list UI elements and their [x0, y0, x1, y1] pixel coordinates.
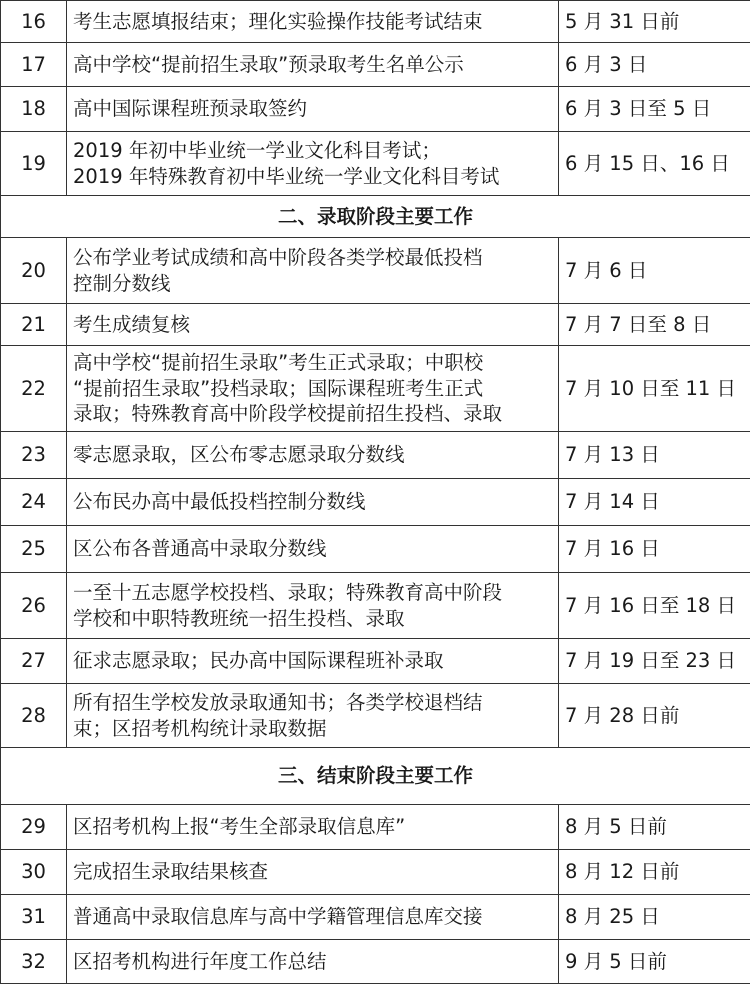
task-line: 高中国际课程班预录取签约 — [73, 97, 308, 121]
row-number: 21 — [1, 304, 67, 346]
task-date: 8 月 25 日 — [559, 895, 750, 940]
task-description — [67, 573, 559, 639]
task-date: 8 月 5 日前 — [559, 805, 750, 850]
task-date: 8 月 12 日前 — [559, 850, 750, 895]
task-description — [67, 304, 559, 346]
task-line: 征求志愿录取；民办高中国际课程班补录取 — [73, 649, 444, 673]
task-description — [67, 479, 559, 526]
table-row — [1, 432, 750, 479]
task-line: 完成招生录取结果核查 — [73, 860, 269, 884]
row-number: 25 — [1, 526, 67, 573]
row-number: 22 — [1, 346, 67, 432]
task-description — [67, 895, 559, 940]
task-date: 7 月 6 日 — [559, 238, 750, 304]
task-line: 公布学业考试成绩和高中阶段各类学校最低投档 — [73, 245, 483, 269]
row-number: 20 — [1, 238, 67, 304]
task-line: 所有招生学校发放录取通知书；各类学校退档结 — [73, 690, 483, 714]
task-line: 考生成绩复核 — [73, 312, 191, 336]
row-number: 19 — [1, 132, 67, 196]
table-row — [1, 850, 750, 895]
section-row — [1, 748, 750, 805]
table-row — [1, 805, 750, 850]
task-description — [67, 346, 559, 432]
task-line: 高中学校“提前招生录取”预录取考生名单公示 — [73, 52, 464, 76]
task-line: 学校和中职特教班统一招生投档、录取 — [73, 606, 405, 630]
table-row — [1, 87, 750, 132]
row-number: 31 — [1, 895, 67, 940]
task-description — [67, 132, 559, 196]
table-row — [1, 43, 750, 87]
row-number: 17 — [1, 43, 67, 87]
task-date: 6 月 3 日 — [559, 43, 750, 87]
table-row — [1, 238, 750, 304]
section-title: 三、结束阶段主要工作 — [1, 748, 750, 805]
table-row — [1, 346, 750, 432]
task-line: 区招考机构进行年度工作总结 — [73, 949, 327, 973]
table-row — [1, 304, 750, 346]
table-row — [1, 132, 750, 196]
table-row — [1, 526, 750, 573]
row-number: 27 — [1, 639, 67, 684]
task-date: 7 月 13 日 — [559, 432, 750, 479]
section-row — [1, 196, 750, 238]
task-line: 录取；特殊教育高中阶段学校提前招生投档、录取 — [73, 402, 503, 426]
task-line: 一至十五志愿学校投档、录取；特殊教育高中阶段 — [73, 580, 503, 604]
task-description — [67, 238, 559, 304]
task-line: 控制分数线 — [73, 271, 171, 295]
table-row — [1, 1, 750, 43]
task-line: 2019 年初中毕业统一学业文化科目考试； — [73, 138, 441, 162]
task-line: 零志愿录取，区公布零志愿录取分数线 — [73, 443, 405, 467]
task-date: 7 月 16 日 — [559, 526, 750, 573]
task-date: 7 月 16 日至 18 日 — [559, 573, 750, 639]
table-row — [1, 895, 750, 940]
task-date: 9 月 5 日前 — [559, 940, 750, 984]
table-row — [1, 684, 750, 748]
table-row — [1, 573, 750, 639]
row-number: 24 — [1, 479, 67, 526]
task-line: 2019 年特殊教育初中毕业统一学业文化科目考试 — [73, 164, 500, 188]
task-date: 7 月 19 日至 23 日 — [559, 639, 750, 684]
table-row — [1, 639, 750, 684]
task-date: 6 月 3 日至 5 日 — [559, 87, 750, 132]
task-line: 高中学校“提前招生录取”考生正式录取；中职校 — [73, 350, 484, 374]
task-description — [67, 87, 559, 132]
section-title: 二、录取阶段主要工作 — [1, 196, 750, 238]
task-description — [67, 850, 559, 895]
row-number: 32 — [1, 940, 67, 984]
task-description — [67, 684, 559, 748]
row-number: 30 — [1, 850, 67, 895]
row-number: 28 — [1, 684, 67, 748]
task-line: 公布民办高中最低投档控制分数线 — [73, 490, 366, 514]
task-line: 区招考机构上报“考生全部录取信息库” — [73, 815, 406, 839]
row-number: 29 — [1, 805, 67, 850]
task-description — [67, 43, 559, 87]
task-description — [67, 1, 559, 43]
task-line: 考生志愿填报结束；理化实验操作技能考试结束 — [73, 9, 483, 33]
task-description — [67, 639, 559, 684]
task-line: 区公布各普通高中录取分数线 — [73, 537, 327, 561]
task-description — [67, 805, 559, 850]
task-description — [67, 432, 559, 479]
table-row — [1, 479, 750, 526]
row-number: 16 — [1, 1, 67, 43]
row-number: 23 — [1, 432, 67, 479]
row-number: 18 — [1, 87, 67, 132]
task-description — [67, 526, 559, 573]
task-date: 7 月 28 日前 — [559, 684, 750, 748]
schedule-body — [1, 1, 750, 984]
task-date: 7 月 10 日至 11 日 — [559, 346, 750, 432]
task-line: 普通高中录取信息库与高中学籍管理信息库交接 — [73, 905, 483, 929]
row-number: 26 — [1, 573, 67, 639]
task-date: 7 月 7 日至 8 日 — [559, 304, 750, 346]
task-date: 6 月 15 日、16 日 — [559, 132, 750, 196]
task-line: “提前招生录取”投档录取；国际课程班考生正式 — [73, 376, 484, 400]
task-date: 5 月 31 日前 — [559, 1, 750, 43]
task-line: 束；区招考机构统计录取数据 — [73, 716, 327, 740]
task-description — [67, 940, 559, 984]
table-row — [1, 940, 750, 984]
task-date: 7 月 14 日 — [559, 479, 750, 526]
